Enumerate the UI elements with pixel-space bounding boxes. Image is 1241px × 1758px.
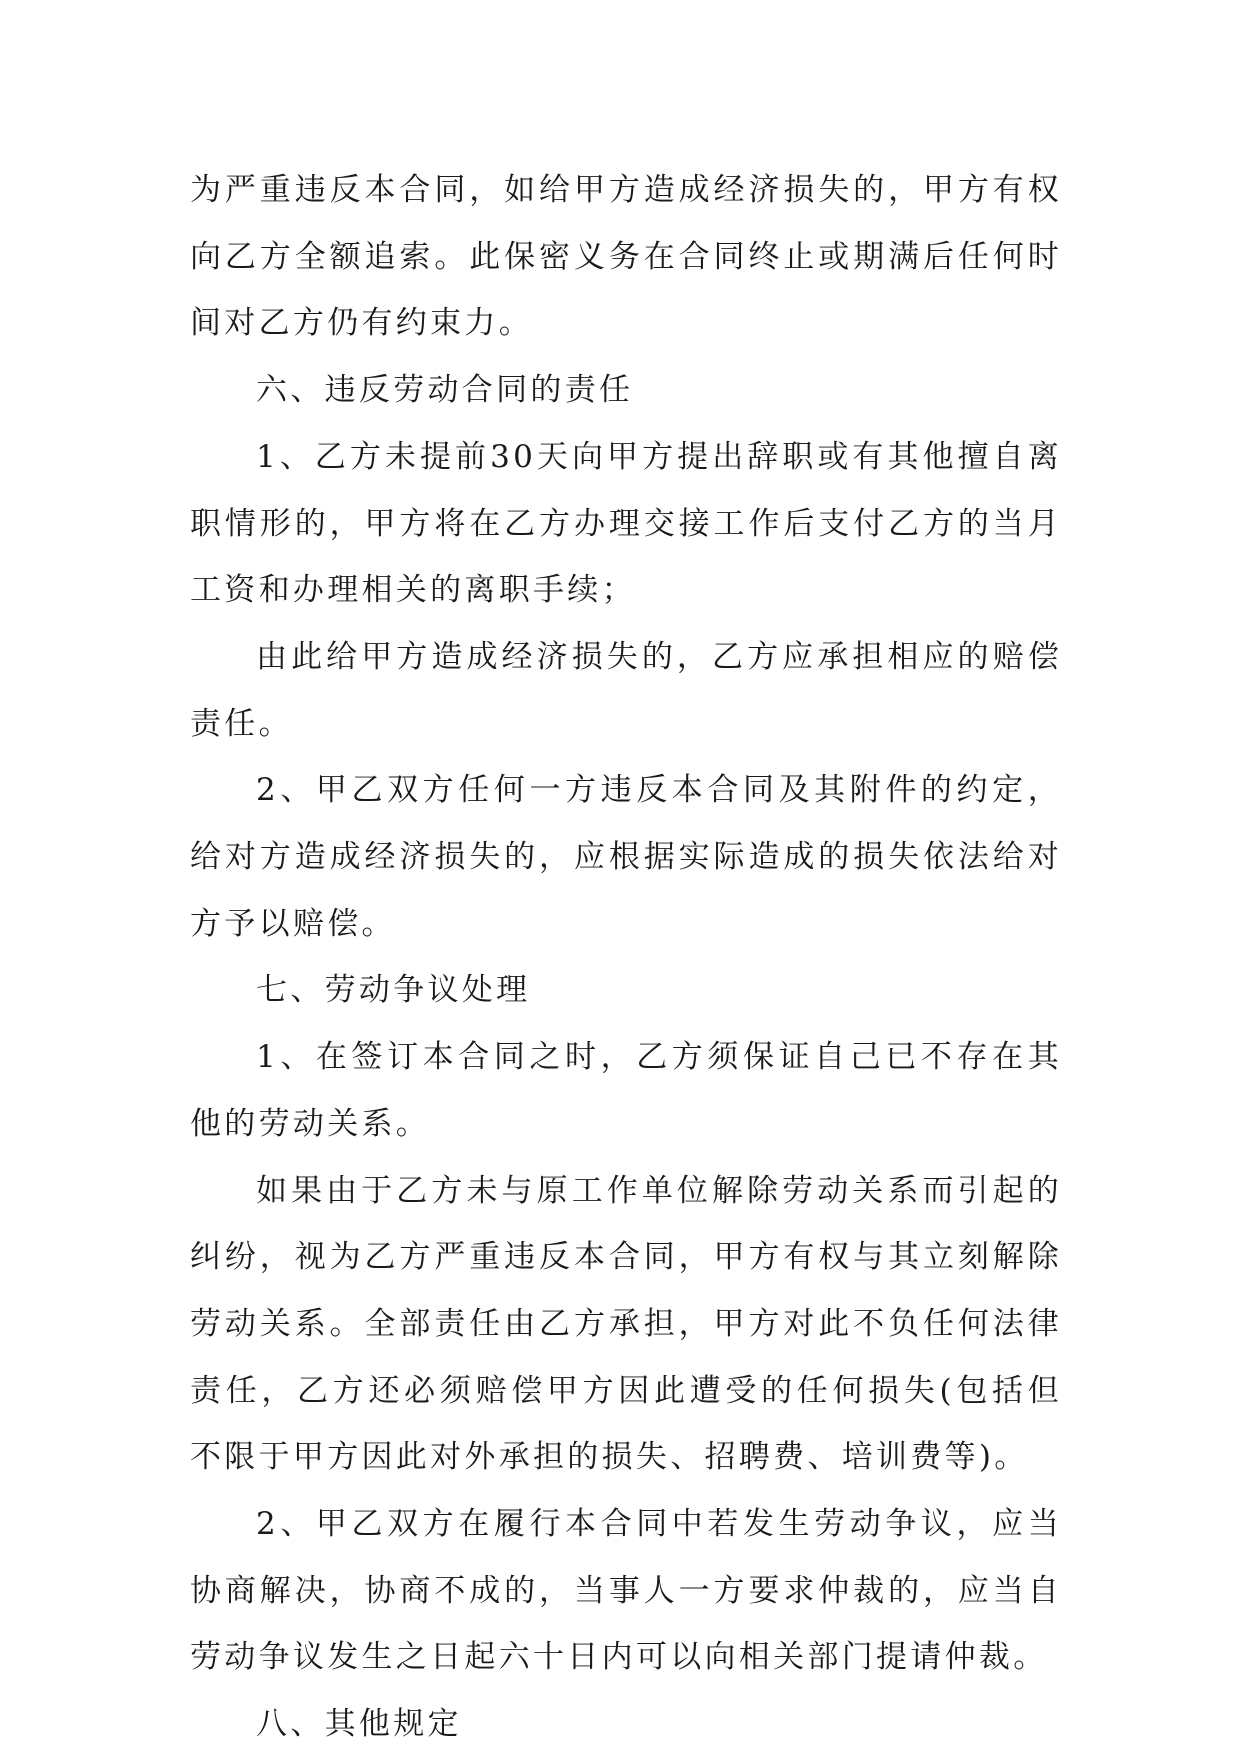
document-body: [190, 157, 1062, 1758]
paragraph-arbitration: 2、甲乙双方在履行本合同中若发生劳动争议，应当协商解决，协商不成的，当事人一方要求仲裁的，应当自劳动争议发生之日起六十日内可以向相关部门提请仲裁。: [190, 1506, 1062, 1676]
paragraph-resignation-notice: 1、乙方未提前30天向甲方提出辞职或有其他擅自离职情形的，甲方将在乙方办理交接工作后支付乙方的当月工资和办理相关的离职手续；: [190, 438, 1062, 609]
paragraph-mutual-breach: 2、甲乙双方任何一方违反本合同及其附件的约定，给对方造成经济损失的，应根据实际造成的损失依法给对方予以赔偿。: [190, 772, 1062, 942]
paragraph-dispute-liability: 如果由于乙方未与原工作单位解除劳动关系而引起的纠纷，视为乙方严重违反本合同，甲方有权与其立刻解除劳动关系。全部责任由乙方承担，甲方对此不负任何法律责任，乙方还必须赔偿甲方因此遭受的任何损失(包括但不限于甲方因此对外承担的损失、招聘费、培训费等)。: [190, 1172, 1062, 1476]
paragraph-no-other-employment: 1、在签订本合同之时，乙方须保证自己已不存在其他的劳动关系。: [190, 1039, 1062, 1142]
paragraph-confidentiality-continuation: 为严重违反本合同，如给甲方造成经济损失的，甲方有权向乙方全额追索。此保密义务在合同终止或期满后任何时间对乙方仍有约束力。: [190, 172, 1062, 342]
section-heading-other-provisions: 八、其他规定: [256, 1706, 462, 1743]
paragraph-compensation-liability: 由此给甲方造成经济损失的，乙方应承担相应的赔偿责任。: [190, 638, 1062, 742]
section-heading-breach-liability: 六、违反劳动合同的责任: [256, 372, 634, 409]
section-heading-labor-dispute: 七、劳动争议处理: [256, 972, 531, 1009]
